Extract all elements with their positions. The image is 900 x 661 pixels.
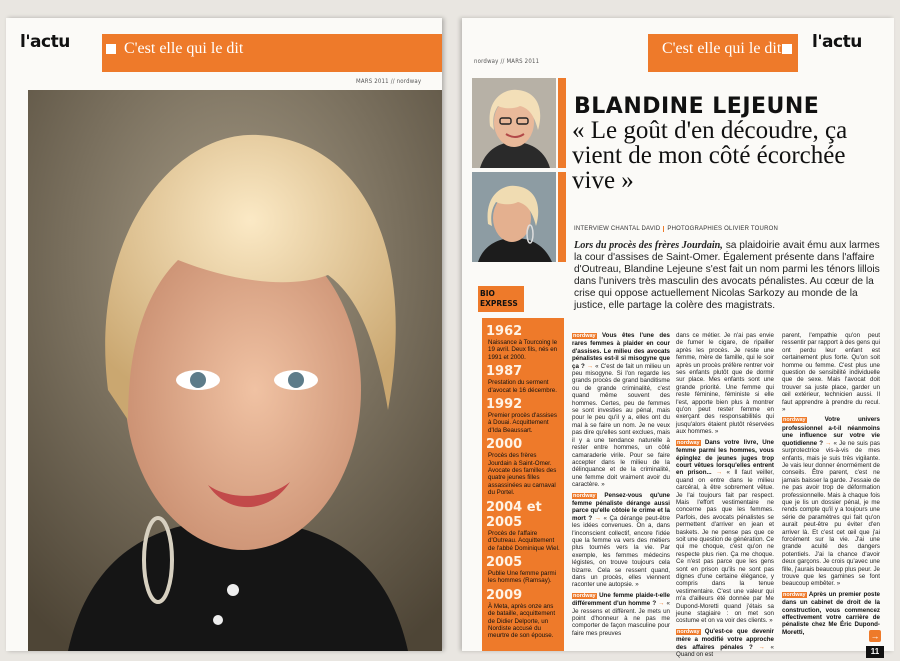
answer: « C'est de fait un milieu un peu misogyne. Si l'on regarde les grands procès de grand banditisme ou de grande criminalité, c'est quand même souvent des hommes. Certes, peu de femmes se sont investies au pénal, mais pour le peu qu'il y a, elles ont du mal à se faire un nom. Je ne veux pas dire qu'elles sont exclues, mais il y a une tendance naturelle à rester entre hommes, un côté camaraderie virile. Pour se faire accepter dans le milieu de la délinquance et de la criminalité, une femme doit vraiment avoir du caractère. » — [572, 362, 670, 489]
intro-paragraph — [574, 240, 880, 312]
bio-year: 2009 — [486, 587, 523, 603]
arrow-icon: → — [758, 643, 765, 651]
bio-entry — [482, 364, 564, 394]
bio-entry — [482, 500, 564, 552]
article-column-1 — [572, 332, 670, 640]
section-tag: l'actu — [20, 32, 70, 52]
bio-title-line-1: BIO — [480, 289, 495, 298]
answer: « Quand on est — [676, 643, 774, 659]
thumbnail-accent-bar — [558, 172, 566, 262]
arrow-icon: → — [658, 600, 665, 608]
bio-entry — [482, 397, 564, 434]
question: Pensez-vous qu'une femme pénaliste dérange aussi parce qu'elle côtoie le crime et la mort ? — [572, 491, 670, 522]
qa-block — [782, 591, 880, 636]
dateline: nordway // MARS 2011 — [474, 58, 540, 65]
answer: « Je ne suis pas surprotectrice vis-à-vis de mes enfants, mais je suis très vigilante. Je vais leur donner énormément de conseils. Être parent, c'est ne jamais baisser la garde. J'essaie de ne pas avoir trop de déformation professionnelle. Mais à chaque fois que je lis un dossier pénal, je me rends compte qu'il y a toujours une série de paramètres qui fait qu'on aurait peut-être pu éviter d'en arriver là. Et c'est cet œil que j'ai forcément sur la vie. J'ai une grande acuité des dangers potentiels. J'ai la chance d'avoir deux garçons. Je crois qu'avec une fille, j'aurais beaucoup plus peur. Je trouve que les gamines se font beaucoup embêter. » — [782, 439, 880, 588]
rubric-title: C'est elle qui le dit — [124, 40, 244, 57]
answer: dans ce métier. Je n'ai pas envie de fumer le cigare, de ripailler après les procès. Je reste une femme, mère de famille, qui le soir après un procès préfère rentrer voir ses enfants plutôt que de dormir sur place. Mes enfants sont une grande priorité. Une femme qui reste féminine, féministe si elle l'est, apporte bien plus à montrer qu'on peut rester femme en exerçant des responsabilités qui jusqu'alors étaient plutôt réservées aux hommes. » — [676, 332, 774, 436]
brand-tag: nordway — [573, 492, 596, 499]
question: Vous êtes l'une des rares femmes à plaider en cour d'assises. Le milieu des avocats pénalistes est-il si misogyne que ça ? — [572, 332, 670, 370]
rubric-title: C'est elle qui le dit — [662, 40, 782, 57]
answer: « Ça dérange peut-être les idées convenues. On a, dans l'inconscient collectif, encore l'idée que la femme va vers des métiers plus tournés vers la vie. Par exemple, les femmes médecins légistes, on trouve toujours cela bizarre. Cela se ressent quand, dans un procès, elles viennent raconter une autopsie. » — [572, 514, 670, 589]
question: Une femme plaide-t-elle différemment d'un homme ? — [572, 591, 670, 608]
article-column-3 — [782, 332, 880, 639]
question: Dans votre livre, Une femme parmi les hommes, vous épinglez de jeunes juges trop court vêtues lorsqu'elles entrent en prison... — [676, 438, 774, 477]
arrow-icon: → — [594, 514, 601, 522]
qa-block — [782, 332, 880, 413]
brand-tag: nordway — [677, 628, 700, 635]
portrait-illustration — [28, 90, 442, 651]
bio-text: Procès de l'affaire d'Outreau. Acquittement de l'abbé Dominique Wiel. — [488, 529, 560, 552]
dateline: MARS 2011 // nordway — [356, 78, 422, 85]
rubric-band — [648, 34, 798, 72]
brand-tag: nordway — [783, 591, 806, 598]
bio-entry — [482, 437, 564, 496]
brand-tag: nordway — [573, 333, 596, 339]
bio-text: Prestation du serment d'avocat le 16 décembre. — [488, 379, 557, 394]
question: Qu'est-ce que devenir mère a modifié votre approche des affaires pénales ? — [676, 627, 774, 651]
page-number: 11 — [866, 646, 884, 658]
bio-text: Premier procès d'assises à Douai. Acquittement d'Ida Beaussart. — [488, 412, 557, 434]
answer: parent, l'empathie qu'on peut ressentir par rapport à des gens qui ont perdu leur enfant est certainement plus forte. Qu'on soit homme ou femme. C'est plus une question de sensibilité individuelle que de sexe. Mais l'avocat doit trouver sa juste place, garder un œil extérieur, technicien aussi. Il faut apprendre à prendre du recul. » — [782, 332, 880, 414]
answer: « Je ressens et diffèrent. Je mets un point d'honneur à ne pas me comporter de façon masculine pour faire mes preuves — [572, 600, 670, 637]
photo-credit: PHOTOGRAPHIES OLIVIER TOURON — [667, 226, 779, 232]
bio-year: 2004 et 2005 — [486, 499, 542, 530]
bio-title-line-2: EXPRESS — [480, 299, 518, 308]
bio-entry — [482, 324, 564, 361]
qa-block — [676, 439, 774, 625]
qa-block — [572, 592, 670, 637]
interview-credit: INTERVIEW CHANTAL DAVID — [574, 226, 664, 232]
bio-text: Procès des frères Jourdain à Saint-Omer. Avocate des familles des quatre jeunes filles assassinées au carnaval du Portel. — [488, 452, 557, 497]
right-page — [462, 18, 894, 659]
qa-block — [572, 492, 670, 589]
qa-block — [676, 628, 774, 659]
bio-year: 1992 — [486, 397, 523, 413]
article-column-2 — [676, 332, 774, 661]
credits-line — [574, 226, 778, 232]
qa-block — [782, 416, 880, 587]
question: Votre univers professionnel a-t-il néanmoins une influence sur votre vie quotidienne ? — [782, 416, 880, 447]
headline-quote: « Le goût d'en découdre, ça vient de mon côté écorchée vive » — [572, 117, 848, 194]
rubric-band — [102, 34, 442, 72]
bio-entry — [482, 555, 564, 585]
qa-block — [572, 332, 670, 489]
thumbnail-accent-bar — [558, 78, 566, 168]
brand-tag: nordway — [573, 592, 596, 599]
arrow-icon: → — [716, 469, 723, 477]
bio-text: À Meta, après onze ans de bataille, acquittement de Didier Delporte, un Nordiste accusé du meurtre de son épouse. — [488, 602, 556, 640]
brand-tag: nordway — [677, 439, 700, 446]
intro-body: sa plaidoirie avait ému aux larmes la cour d'assises de Saint-Omer. Également présente dans l'affaire d'Outreau, Blandine Lejeune s'est fait un nom parmi les ténors lillois dans l'univers très masculin des avocats pénalistes. Au cœur de la crise qui oppose actuellement Nicolas Sarkozy au monde de la justice, elle partage la colère des magistrats. — [574, 240, 880, 311]
thumbnail-photo-1 — [472, 78, 556, 168]
continue-arrow-icon: → — [870, 631, 880, 641]
bio-year: 2005 — [486, 554, 523, 570]
thumbnail-illustration-2 — [472, 172, 556, 262]
band-square-icon — [106, 44, 116, 54]
bio-entry — [482, 588, 564, 640]
interviewee-name: BLANDINE LEJEUNE — [574, 94, 820, 119]
answer: « Il faut veiller, quand on entre dans le milieu carcéral, à être sobrement vêtue. Je l'ai toujours fait par respect. Mais l'effort vestimentaire ne concerne pas que les femmes. Parfois, des avocats pénalistes se permettent d'arriver en jean et baskets. Je ne pense pas que ce soit une question de génération. Ce qui me choque, c'est qu'on ne respecte plus rien. Ça me choque. Ce n'est pas parce que les gens sont en prison qu'ils ne sont pas dignes d'une certaine élégance, y compris dans la tenue vestimentaire. C'est une valeur qui m'a d'ailleurs été donnée par Me Dupond-Moretti quand j'étais sa jeune stagiaire : on met son costume et on va voir des clients. » — [676, 469, 774, 625]
thumbnail-illustration-1 — [472, 78, 556, 168]
arrow-icon: → — [586, 362, 594, 370]
bio-year: 1987 — [486, 364, 523, 380]
bio-text: Naissance à Tourcoing le 19 avril. Deux fils, nés en 1991 et 2000. — [488, 339, 558, 361]
portrait-photo — [28, 90, 442, 651]
bio-text: Publie Une femme parmi les hommes (Ramsay). — [488, 569, 557, 585]
bio-year: 1962 — [486, 324, 523, 339]
intro-lead: Lors du procès des frères Jourdain, — [574, 240, 723, 251]
thumbnail-photo-2 — [472, 172, 556, 262]
bio-year: 2000 — [486, 437, 523, 453]
left-page — [6, 18, 442, 651]
section-tag: l'actu — [812, 32, 862, 52]
bio-express-header — [478, 286, 524, 312]
arrow-icon: → — [825, 439, 832, 447]
brand-tag: nordway — [783, 417, 806, 424]
question: Après un premier poste dans un cabinet de droit de la construction, vous commencez effectivement votre carrière de pénaliste chez Me Éric Dupond-Moretti, — [782, 590, 880, 636]
band-square-icon — [782, 44, 792, 54]
bio-express-column — [482, 318, 564, 651]
qa-block — [676, 332, 774, 436]
